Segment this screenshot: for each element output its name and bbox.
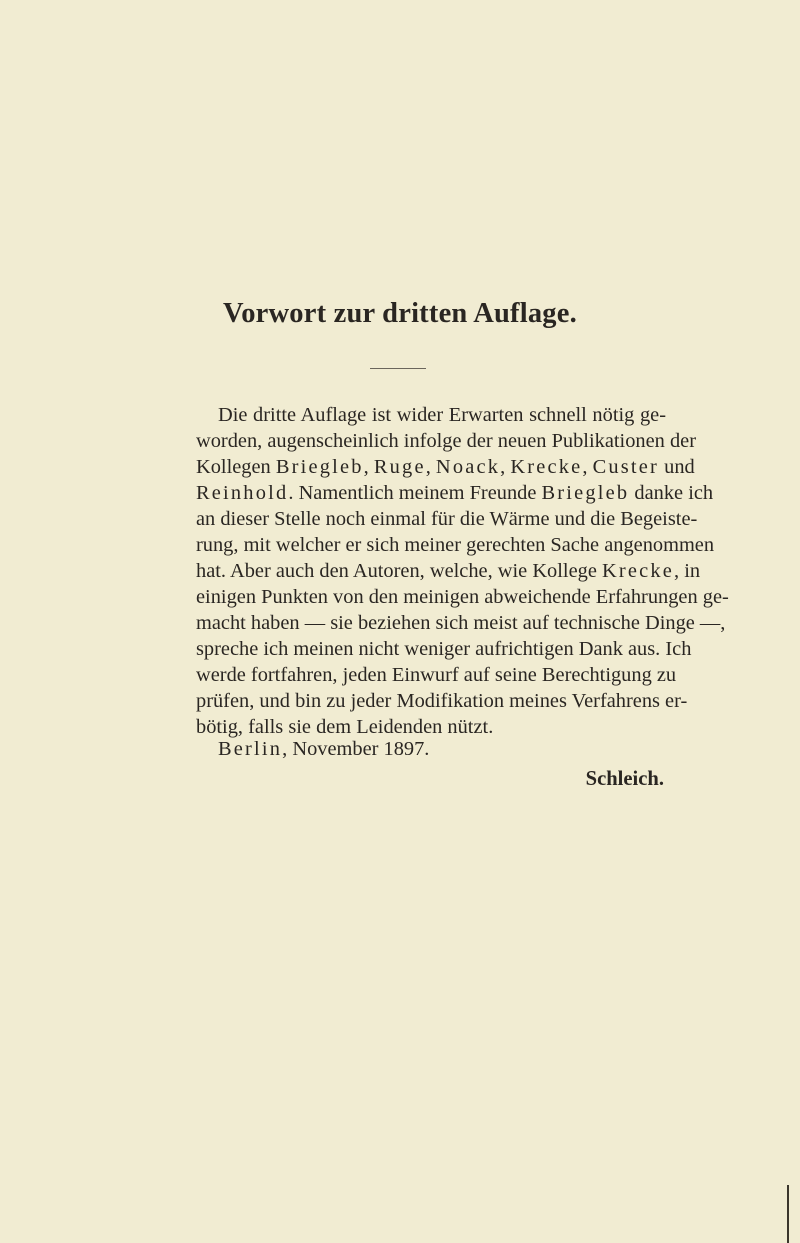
dateline	[218, 737, 429, 761]
spaced-name: Briegleb	[275, 456, 364, 478]
text-line: an dieser Stelle noch einmal für die Wärme und die Begeiste-	[196, 508, 698, 530]
spaced-name: Krecke	[510, 456, 583, 478]
text-line: macht haben — sie beziehen sich meist auf technische Dinge —,	[196, 612, 726, 634]
page-title: Vorwort zur dritten Auflage.	[223, 298, 577, 329]
spaced-name: Custer	[592, 456, 660, 478]
author-signature: Schleich.	[585, 768, 664, 790]
text-line: Kollegen Briegleb, Ruge, Noack, Krecke, Custer und	[196, 456, 695, 478]
text-line: hat. Aber auch den Autoren, welche, wie Kollege Krecke, in	[196, 560, 701, 582]
title-divider-rule	[370, 368, 426, 369]
text-line: Reinhold. Namentlich meinem Freunde Briegleb danke ich	[196, 482, 714, 504]
text-line: worden, augenscheinlich infolge der neuen Publikationen der	[196, 430, 696, 452]
dateline-place: Berlin	[218, 738, 283, 760]
text-line: bötig, falls sie dem Leidenden nützt.	[196, 716, 494, 738]
text-line: Die dritte Auflage ist wider Erwarten schnell nötig ge-	[218, 404, 666, 426]
page-edge-mark	[787, 1185, 789, 1243]
spaced-name: Briegleb	[541, 482, 630, 504]
text-line: prüfen, und bin zu jeder Modifikation meines Verfahrens er-	[196, 690, 688, 712]
text-line: rung, mit welcher er sich meiner gerechten Sache angenommen	[196, 534, 715, 556]
spaced-name: Ruge	[373, 456, 426, 478]
spaced-name: Reinhold	[196, 482, 289, 504]
text-line: einigen Punkten von den meinigen abweichende Erfahrungen ge-	[196, 586, 729, 608]
text-line: spreche ich meinen nicht weniger aufrichtigen Dank aus. Ich	[196, 638, 692, 660]
spaced-name: Noack	[435, 456, 501, 478]
text-line: werde fortfahren, jeden Einwurf auf seine Berechtigung zu	[196, 664, 677, 686]
dateline-date: , November 1897.	[282, 738, 430, 760]
spaced-name: Krecke	[601, 560, 675, 582]
